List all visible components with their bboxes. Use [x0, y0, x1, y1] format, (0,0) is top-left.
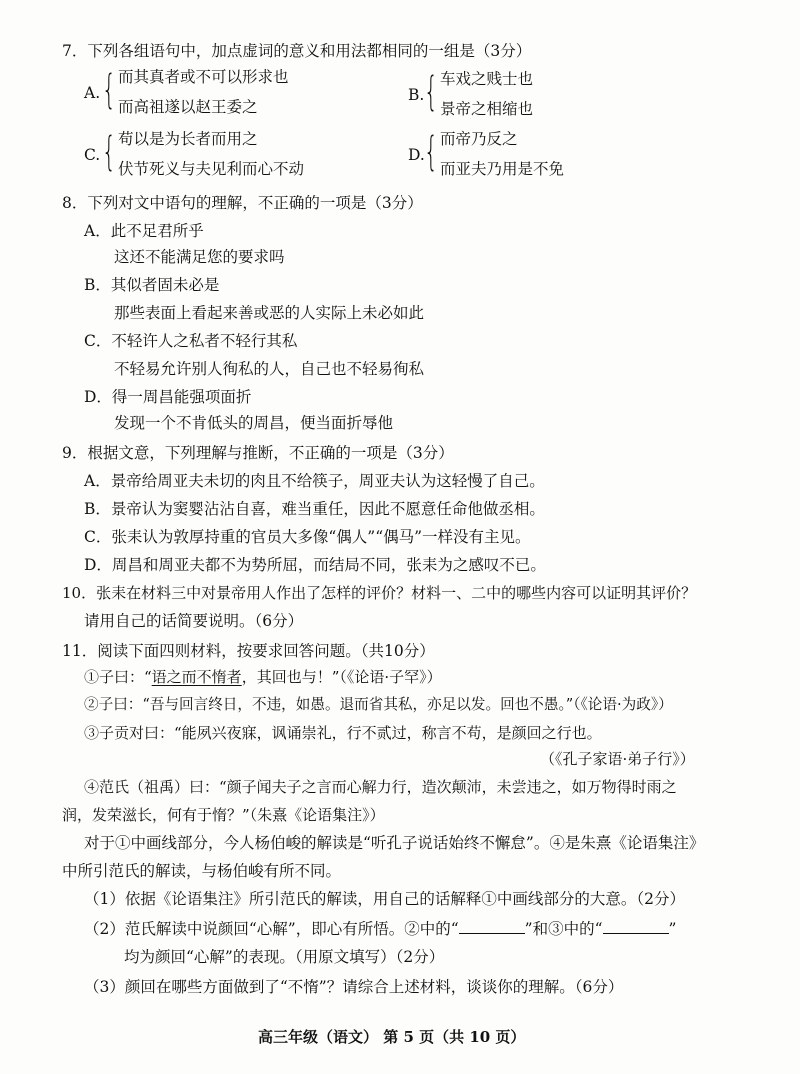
q11-material-2: ②子曰：“吾与回言终日，不违，如愚。退而省其私，亦足以发。回也不愚。”（《论语·为政》） [84, 696, 673, 713]
q8-stem: 8．下列对文中语句的理解，不正确的一项是（3分） [62, 194, 423, 212]
q11-material-4-line2: 润，发荣滋长，何有于惰？”（朱熹《论语集注》） [62, 806, 385, 824]
q11-paragraph-line2: 中所引范氏的解读，与杨伯峻有所不同。 [62, 862, 342, 880]
q7-option-d-label: D. [408, 146, 425, 164]
q8-option-c-translation: 不轻易允许别人徇私的人，自己也不轻易徇私 [114, 360, 425, 378]
q7-option-b-line1: 车戏之贱士也 [440, 70, 534, 88]
q11-subquestion-2 [84, 918, 676, 940]
q11-material-1 [84, 666, 442, 688]
brace-icon: { [102, 67, 116, 113]
q7-option-b-line2: 景帝之相缩也 [440, 100, 534, 118]
q11-material-3: ③子贡对曰：“能夙兴夜寐，讽诵崇礼，行不贰过，称言不苟，是颜回之行也。 [84, 724, 602, 742]
q8-option-b-translation: 那些表面上看起来善或恶的人实际上未必如此 [114, 304, 425, 322]
q9-option-a: A．景帝给周亚夫未切的肉且不给筷子，周亚夫认为这轻慢了自己。 [84, 472, 545, 490]
q7-option-b-label: B. [408, 86, 425, 104]
q11-paragraph-line1: 对于①中画线部分，今人杨伯峻的解读是“听孔子说话始终不懈怠”。④是朱熹《论语集注》 [84, 834, 705, 852]
brace-icon: { [424, 129, 438, 175]
q7-option-c-label: C. [84, 146, 101, 164]
q7-option-c-line1: 苟以是为长者而用之 [118, 130, 258, 148]
q11-subquestion-2-part-c: ” [668, 920, 677, 938]
q7-stem: 7．下列各组语句中，加点虚词的意义和用法都相同的一组是（3分） [62, 42, 532, 60]
q11-subquestion-3: （3）颜回在哪些方面做到了“不惰”？请综合上述材料，谈谈你的理解。（6分） [84, 978, 624, 996]
q11-subquestion-2-part-b: ”和③中的“ [524, 920, 603, 938]
q7-option-a-line1: 而其真者或不可以形求也 [118, 68, 289, 86]
q11-subquestion-2-part-a: （2）范氏解读中说颜回“心解”，即心有所悟。②中的“ [84, 920, 459, 938]
q11-material-1-suffix: ，其回也与！”（《论语·子罕》） [241, 668, 442, 686]
q11-material-3-source: （《孔子家语·弟子行》） [540, 750, 695, 768]
q9-stem: 9．根据文意，下列理解与推断，不正确的一项是（3分） [62, 444, 454, 462]
q7-option-d-line2: 而亚夫乃用是不免 [440, 160, 565, 178]
q9-option-b: B．景帝认为窦婴沾沾自喜，难当重任，因此不愿意任命他做丞相。 [84, 500, 545, 518]
q10-stem-line1: 10．张耒在材料三中对景帝用人作出了怎样的评价？材料一、二中的哪些内容可以证明其评价？ [62, 584, 697, 602]
q8-option-a-translation: 这还不能满足您的要求吗 [114, 248, 285, 266]
q10-stem-line2: 请用自己的话简要说明。（6分） [84, 612, 304, 630]
q11-material-1-prefix: ①子曰：“ [84, 668, 152, 686]
q11-subquestion-1: （1）依据《论语集注》所引范氏的解读，用自己的话解释①中画线部分的大意。（2分） [84, 890, 685, 908]
q11-material-4-line1: ④范氏（祖禹）曰：“颜子闻夫子之言而心解力行，造次颠沛，未尝违之，如万物得时雨之 [84, 778, 677, 796]
brace-icon: { [102, 129, 116, 175]
q8-option-d-translation: 发现一个不肯低头的周昌，便当面折辱他 [114, 414, 394, 432]
q8-option-a-text: A．此不足君所乎 [84, 222, 204, 240]
q8-option-b-text: B．其似者固未必是 [84, 276, 220, 294]
page-footer: 高三年级（语文） 第 5 页（共 10 页） [258, 1028, 526, 1046]
q8-option-d-text: D．得一周昌能强项面折 [84, 388, 252, 406]
q7-option-a-line2: 而高祖遂以赵王委之 [118, 98, 258, 116]
answer-blank-1[interactable] [459, 919, 525, 934]
q9-option-d: D．周昌和周亚夫都不为势所屈，而结局不同，张耒为之感叹不已。 [84, 556, 546, 574]
answer-blank-2[interactable] [603, 919, 669, 934]
q7-option-a-label: A. [84, 84, 101, 102]
q7-option-d-line1: 而帝乃反之 [440, 130, 518, 148]
q7-option-c-line2: 伏节死义与夫见利而心不动 [118, 160, 305, 178]
q11-subquestion-2-line2: 均为颜回“心解”的表现。（用原文填写）（2分） [124, 948, 445, 966]
q11-stem: 11．阅读下面四则材料，按要求回答问题。（共10分） [62, 642, 435, 660]
q9-option-c: C．张耒认为敦厚持重的官员大多像“偶人”“偶马”一样没有主见。 [84, 528, 531, 546]
q8-option-c-text: C．不轻许人之私者不轻行其私 [84, 332, 298, 350]
q11-material-1-underlined: 语之而不惰者 [151, 668, 242, 686]
brace-icon: { [424, 69, 438, 115]
